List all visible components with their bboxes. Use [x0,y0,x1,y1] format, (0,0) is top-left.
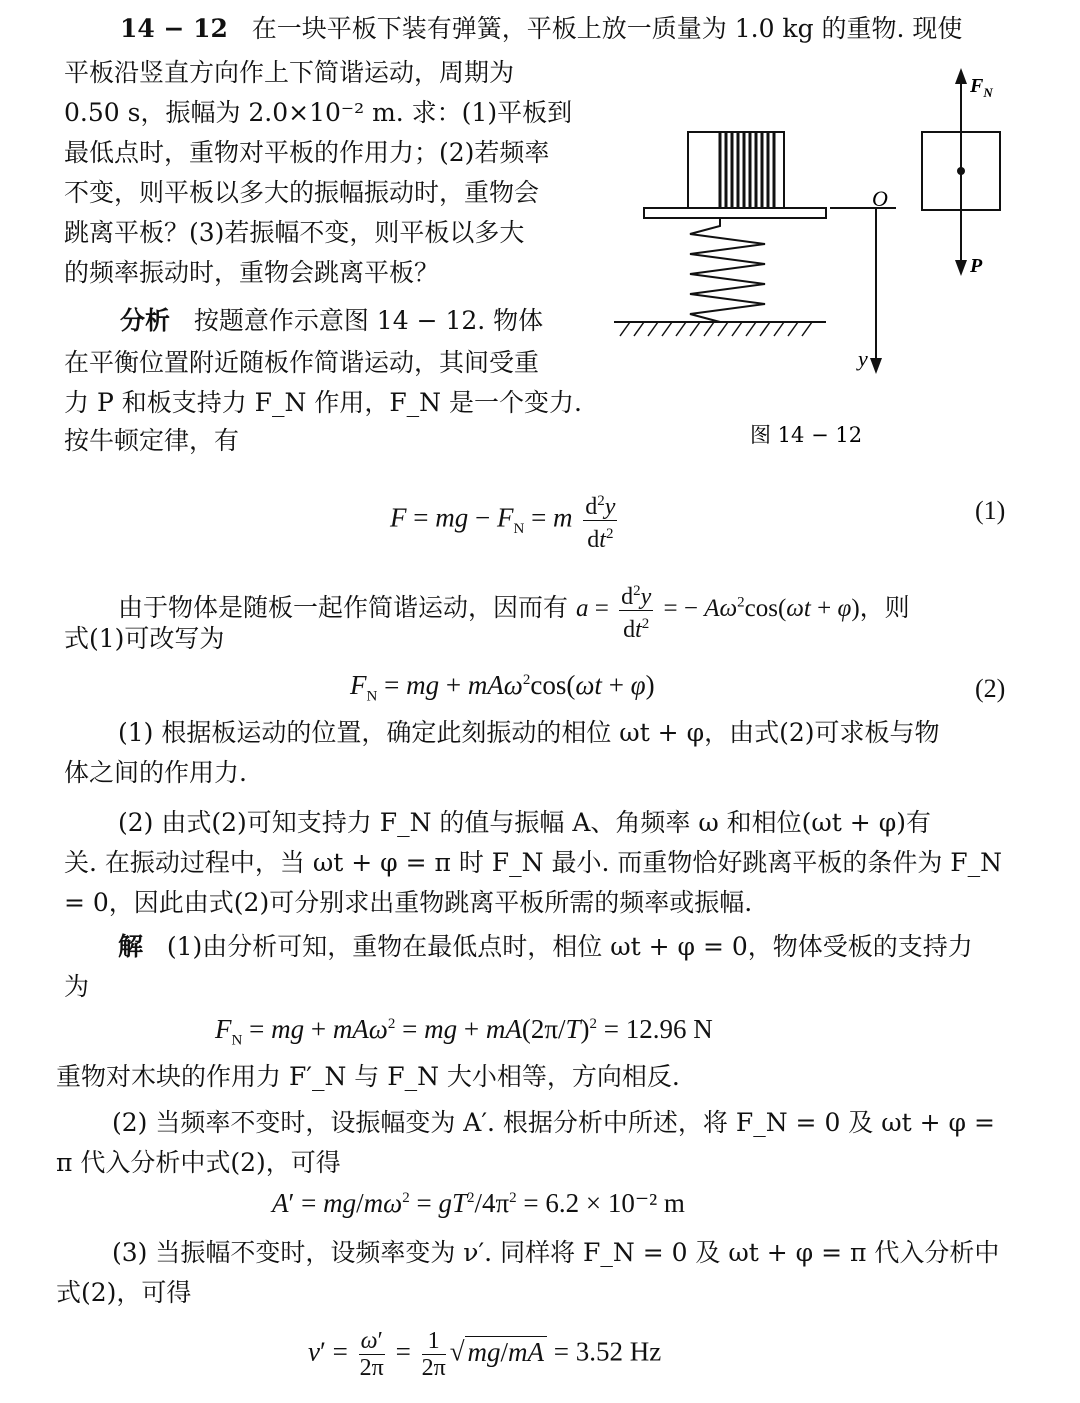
analysis-point-1-line-2: 体之间的作用力. [64,758,247,787]
solution-line-6: (3) 当振幅不变时，设频率变为 ν′. 同样将 F_N = 0 及 ωt + φ = π 代入分析中 [112,1238,1000,1267]
analysis-line-1 [120,304,543,338]
weight-arrow [955,260,967,276]
solution-label: 解 [118,932,144,961]
result-1: = 12.96 N [603,1014,713,1044]
analysis-label: 分析 [120,306,171,335]
analysis-para-2-line-2: 式(1)可改写为 [64,624,225,653]
analysis-line-2: 在平衡位置附近随板作简谐运动，其间受重 [64,348,540,377]
problem-line-7: 的频率振动时，重物会跳离平板？ [64,258,440,287]
solution-equation-3: ν′ = $\frac{\omega'}{2\pi}$ = $\frac{1}{2\pi}$ √ mg/mA = 3.52 Hz [308,1328,662,1381]
weight-block [688,132,784,208]
y-axis-arrow [870,358,882,374]
analysis-text-1: 按题意作示意图 14 − 12. 物体 [193,306,544,335]
normal-force-arrow [955,68,967,84]
analysis-point-2-line-1: (2) 由式(2)可知支持力 F_N 的值与振幅 A、角频率 ω 和相位(ωt + φ)有 [118,808,931,837]
solution-equation-2: $A' = mg/m\omega^2 = gT^2/4\pi^2 = 6.2 \times 10^{-2}$ m [272,1188,685,1218]
solution-line-3: 重物对木块的作用力 F′_N 与 F_N 大小相等，方向相反. [56,1062,680,1091]
solution-line-2: 为 [64,972,90,1001]
analysis-para-2-tail: ，则 [859,593,910,623]
solution-line-5: π 代入分析中式(2)，可得 [56,1148,341,1177]
solution-equation-1: $F_N$ = mg + mAω$^2$ = mg + $mA(2\pi/T)^2 = 12.96$ N [215,1014,713,1049]
label-fn: $F_N$ [970,75,993,100]
analysis-point-1-line-1: (1) 根据板运动的位置，确定此刻振动的相位 ωt + φ，由式(2)可求板与物 [118,718,940,747]
acceleration-expression: a = $\frac{d^2y}{dt^2}$ = − $A\omega^2\cos(\omega t + \varphi)$ [576,595,860,622]
solution-line-4: (2) 当频率不变时，设振幅变为 A′. 根据分析中所述，将 F_N = 0 及 ωt + φ = [112,1108,995,1137]
problem-line-3: 0.50 s，振幅为 2.0×10⁻² m. 求：(1)平板到 [64,98,573,127]
problem-number: 14 − 12 [120,14,228,43]
equation-2-number: (2) [975,674,1006,703]
problem-line-1 [120,12,962,46]
analysis-line-4: 按牛顿定律，有 [64,426,240,455]
spring-plate-figure [600,60,1040,450]
result-3: = 3.52 Hz [553,1336,662,1367]
solution-text-1: (1)由分析可知，重物在最低点时，相位 ωt + φ = 0，物体受板的支持力 [166,932,973,961]
equation-2: $F_N$ = mg + mAω$^2$cos(ωt + φ) [350,670,655,705]
analysis-point-2-line-2: 关. 在振动过程中，当 ωt + φ = π 时 F_N 最小. 而重物恰好跳离平板的条件为 F_N [64,848,1003,877]
plate [644,208,826,218]
analysis-line-3: 力 P 和板支持力 F_N 作用，F_N 是一个变力. [64,388,582,417]
solution-line-1 [118,930,973,964]
problem-text-1: 在一块平板下装有弹簧，平板上放一质量为 1.0 kg 的重物. 现使 [251,14,963,43]
solution-line-7: 式(2)，可得 [56,1278,192,1307]
label-y: y [858,346,868,371]
spring [690,218,765,322]
label-o: O [872,186,888,211]
problem-line-4: 最低点时，重物对平板的作用力；(2)若频率 [64,138,550,167]
analysis-para-2 [118,578,910,643]
equation-1: F = mg − $F_N = m$ $\frac{d^2y}{dt^2}$ [390,488,621,553]
figure-caption: 图 14 − 12 [750,423,863,447]
problem-line-5: 不变，则平板以多大的振幅振动时，重物会 [64,178,540,207]
analysis-point-2-line-3: = 0，因此由式(2)可分别求出重物跳离平板所需的频率或振幅. [64,888,753,917]
equation-1-number: (1) [975,496,1006,525]
problem-line-2: 平板沿竖直方向作上下简谐运动，周期为 [64,58,515,87]
analysis-para-2-text: 由于物体是随板一起作简谐运动，因而有 [118,593,569,623]
result-2: = 6.2 × 10⁻² m [523,1188,685,1218]
problem-line-6: 跳离平板？(3)若振幅不变，则平板以多大 [64,218,525,247]
label-p: P [970,255,983,277]
ground-hatching [620,322,812,336]
